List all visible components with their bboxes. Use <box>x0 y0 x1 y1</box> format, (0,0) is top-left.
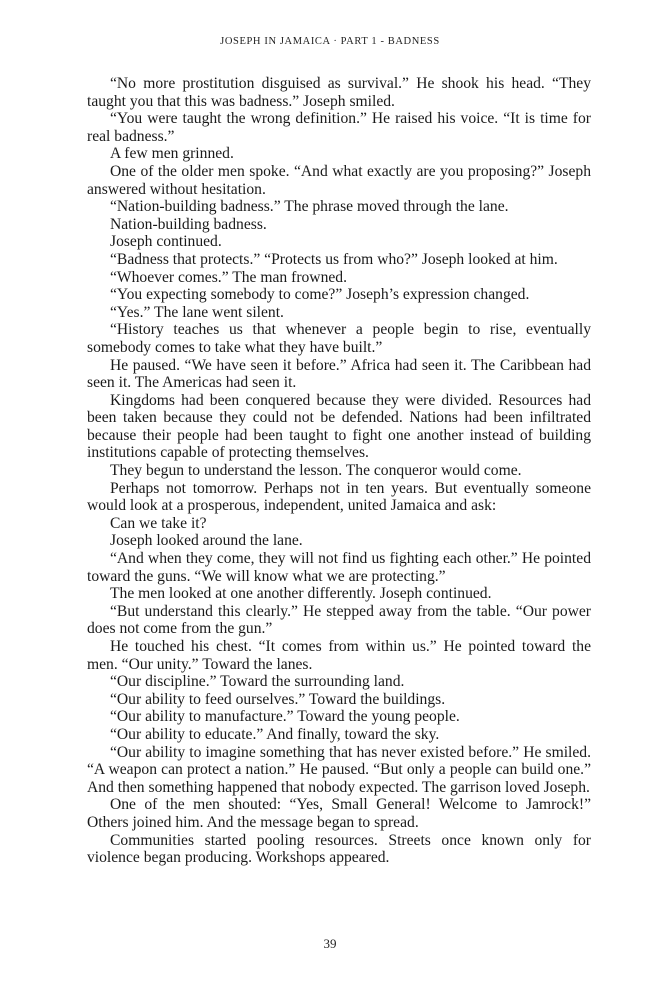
paragraph: Can we take it? <box>110 514 207 532</box>
paragraph: “And when they come, they will not find us fighting each other.” He pointed toward the guns. “We will know what we are protecting.” <box>87 550 591 585</box>
body-text <box>87 75 591 867</box>
paragraph: “Whoever comes.” The man frowned. <box>110 268 347 286</box>
page-number: 39 <box>323 936 337 951</box>
paragraph: “History teaches us that whenever a people begin to rise, eventually somebody comes to take what they have built.” <box>87 321 591 356</box>
paragraph: A few men grinned. <box>110 145 234 163</box>
paragraph: “You expecting somebody to come?” Joseph’s expression changed. <box>110 286 530 304</box>
paragraph: “But understand this clearly.” He stepped away from the table. “Our power does not come from the gun.” <box>87 602 591 638</box>
paragraph: “You were taught the wrong definition.” He raised his voice. “It is time for real badness.” <box>87 110 591 145</box>
paragraph: Kingdoms had been conquered because they were divided. Resources had been taken because they could not be defended. Nations had been infiltrated because their people had been taught to fight one another instead of building institutions capable of protecting themselves. <box>87 391 591 462</box>
paragraph: “No more prostitution disguised as survival.” He shook his head. “They taught you that this was badness.” Joseph smiled. <box>87 75 591 110</box>
paragraph: He paused. “We have seen it before.” Africa had seen it. The Caribbean had seen it. The Americas had seen it. <box>87 356 591 392</box>
paragraph: “Yes.” The lane went silent. <box>110 303 284 321</box>
paragraph: The men looked at one another differently. Joseph continued. <box>110 585 492 603</box>
paragraph: Perhaps not tomorrow. Perhaps not in ten years. But eventually someone would look at a prosperous, independent, united Jamaica and ask: <box>87 479 591 515</box>
paragraph: He touched his chest. “It comes from within us.” He pointed toward the men. “Our unity.” Toward the lanes. <box>87 638 591 673</box>
paragraph: “Our discipline.” Toward the surrounding land. <box>110 673 405 691</box>
paragraph: Joseph continued. <box>110 233 222 251</box>
paragraph: “Nation-building badness.” The phrase moved through the lane. <box>110 198 509 216</box>
paragraph: One of the men shouted: “Yes, Small General! Welcome to Jamrock!” Others joined him. And the message began to spread. <box>87 796 591 831</box>
paragraph: “Badness that protects.” “Protects us from who?” Joseph looked at him. <box>110 250 558 268</box>
paragraph: “Our ability to feed ourselves.” Toward the buildings. <box>110 690 446 708</box>
paragraph: Communities started pooling resources. Streets once known only for violence began producing. Workshops appeared. <box>87 831 591 867</box>
paragraph: One of the older men spoke. “And what exactly are you proposing?” Joseph answered without hesitation. <box>87 162 591 198</box>
paragraph: “Our ability to imagine something that has never existed before.” He smiled. “A weapon can protect a nation.” He paused. “But only a people can build one.” And then something happened that nobody expected. The garrison loved Joseph. <box>87 743 591 796</box>
paragraph: Joseph looked around the lane. <box>110 532 303 550</box>
paragraph: “Our ability to educate.” And finally, toward the sky. <box>110 725 440 743</box>
paragraph: They begun to understand the lesson. The conqueror would come. <box>110 462 522 480</box>
running-header: JOSEPH IN JAMAICA · PART 1 - BADNESS <box>220 36 440 47</box>
paragraph: “Our ability to manufacture.” Toward the young people. <box>110 708 460 726</box>
paragraph: Nation-building badness. <box>110 215 267 233</box>
